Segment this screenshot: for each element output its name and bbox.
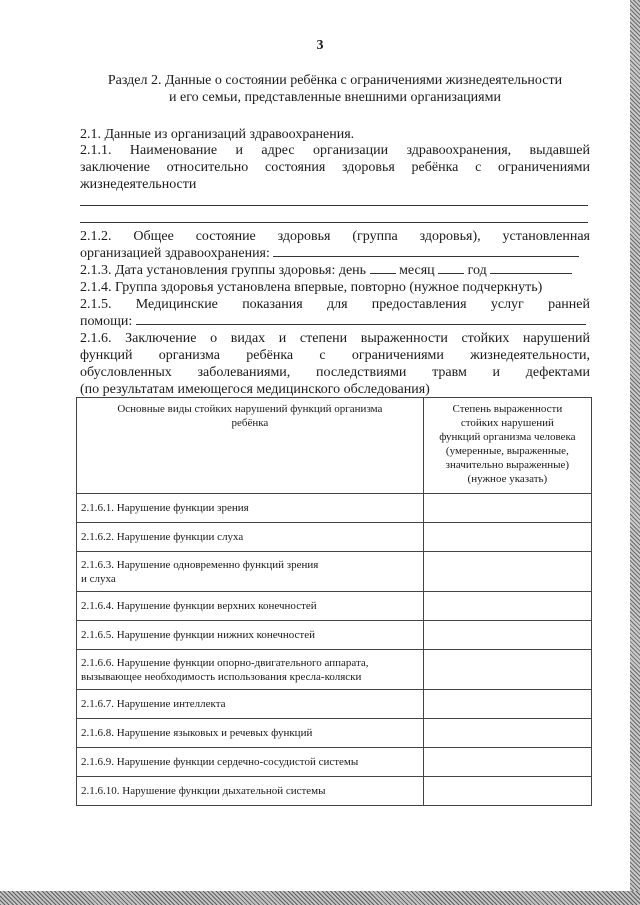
table-row xyxy=(77,650,592,690)
severity-cell[interactable] xyxy=(423,719,591,748)
table-row xyxy=(77,592,592,621)
severity-cell[interactable] xyxy=(423,690,591,719)
severity-cell[interactable] xyxy=(423,494,591,523)
date-label-month: месяц xyxy=(399,263,435,278)
header-col1-line-1: Основные виды стойких нарушений функций организма xyxy=(117,403,383,415)
item-2-1-4: 2.1.4. Группа здоровья установлена впервые, повторно (нужное подчеркнуть) xyxy=(80,280,543,295)
table-row xyxy=(77,748,592,777)
severity-cell[interactable] xyxy=(423,552,591,592)
row-label xyxy=(77,650,424,690)
row-label xyxy=(77,748,424,777)
row-label-line-1: 2.1.6.3. Нарушение одновременно функций зрения xyxy=(81,558,319,571)
date-label-year: год xyxy=(467,263,487,278)
page-number: 3 xyxy=(316,38,324,53)
section-title xyxy=(80,72,590,106)
scan-edge-right xyxy=(630,0,640,905)
day-field[interactable] xyxy=(370,262,396,274)
row-label xyxy=(77,690,424,719)
item-2-1-2-label: организацией здравоохранения: xyxy=(80,246,270,261)
table-row xyxy=(77,719,592,748)
health-group-field[interactable] xyxy=(273,245,579,257)
header-col2-line-3: функций организма человека xyxy=(439,431,576,443)
row-label xyxy=(77,552,424,592)
row-label-line-2: и слуха xyxy=(81,572,116,585)
impairment-table xyxy=(76,397,592,806)
month-field[interactable] xyxy=(438,262,464,274)
row-label-line-1: 2.1.6.9. Нарушение функции сердечно-сосудистой системы xyxy=(81,756,359,768)
header-col2-line-2: стойких нарушений xyxy=(460,417,554,429)
medical-indications-field[interactable] xyxy=(136,313,586,325)
row-label-line-1: 2.1.6.4. Нарушение функции верхних конечностей xyxy=(81,600,317,612)
header-col2-line-6: (нужное указать) xyxy=(467,473,548,485)
severity-cell[interactable] xyxy=(423,748,591,777)
table-row xyxy=(77,552,592,592)
item-2-1-1-line-1: 2.1.1. Наименование и адрес организации здравоохранения, выдавшей xyxy=(80,143,590,158)
fill-line-2-1-1-a[interactable] xyxy=(80,205,588,206)
section-title-line-1: Раздел 2. Данные о состоянии ребёнка с ограничениями жизнедеятельности xyxy=(107,73,563,88)
item-2-1-6-line-4: (по результатам имеющегося медицинского обследования) xyxy=(80,382,430,397)
row-label-line-1: 2.1.6.8. Нарушение языковых и речевых функций xyxy=(81,727,313,739)
header-col1-line-2: ребёнка xyxy=(231,417,269,429)
table-row xyxy=(77,523,592,552)
table-row xyxy=(77,777,592,806)
row-label-line-1: 2.1.6.10. Нарушение функции дыхательной системы xyxy=(81,785,326,797)
severity-cell[interactable] xyxy=(423,523,591,552)
row-label-line-1: 2.1.6.7. Нарушение интеллекта xyxy=(81,698,226,710)
year-field[interactable] xyxy=(490,262,572,274)
header-col2-line-5: значительно выраженные) xyxy=(445,459,570,471)
row-label xyxy=(77,777,424,806)
table-row xyxy=(77,621,592,650)
row-label-line-2: вызывающее необходимость использования кресла-коляски xyxy=(81,670,362,683)
row-label-line-1: 2.1.6.2. Нарушение функции слуха xyxy=(81,531,244,543)
severity-cell[interactable] xyxy=(423,592,591,621)
heading-2-1: 2.1. Данные из организаций здравоохранения. xyxy=(80,127,355,142)
item-2-1-6-line-3: обусловленных заболеваниями, последствиями травм и дефектами xyxy=(80,365,590,380)
item-2-1-6-line-1: 2.1.6. Заключение о видах и степени выраженности стойких нарушений xyxy=(80,331,590,346)
table-header-severity xyxy=(423,398,591,494)
severity-cell[interactable] xyxy=(423,621,591,650)
item-2-1-1-line-2: заключение относительно состояния здоровья ребёнка с ограничениями xyxy=(80,160,590,175)
table-row xyxy=(77,690,592,719)
row-label xyxy=(77,592,424,621)
fill-line-2-1-1-b[interactable] xyxy=(80,222,588,223)
severity-cell[interactable] xyxy=(423,650,591,690)
severity-cell[interactable] xyxy=(423,777,591,806)
header-col2-line-1: Степень выраженности xyxy=(452,403,563,415)
section-title-line-2: и его семьи, представленные внешними организациями xyxy=(169,90,501,105)
item-2-1-3 xyxy=(80,262,590,279)
row-label xyxy=(77,494,424,523)
row-label-line-1: 2.1.6.6. Нарушение функции опорно-двигательного аппарата, xyxy=(81,656,369,669)
row-label xyxy=(77,719,424,748)
item-2-1-5-line-1: 2.1.5. Медицинские показания для предоставления услуг ранней xyxy=(80,297,590,312)
row-label-line-1: 2.1.6.5. Нарушение функции нижних конечностей xyxy=(81,629,316,641)
row-label xyxy=(77,621,424,650)
item-2-1-5-label: помощи: xyxy=(80,314,133,329)
item-2-1-6-line-2: функций организма ребёнка с ограничениями жизнедеятельности, xyxy=(80,348,590,363)
table-header-row xyxy=(77,398,592,494)
table-row xyxy=(77,494,592,523)
table-header-impairment-types xyxy=(77,398,424,494)
scan-edge-bottom xyxy=(0,891,640,905)
header-col2-line-4: (умеренные, выраженные, xyxy=(445,445,569,457)
item-2-1-2-line-2 xyxy=(80,245,590,262)
item-2-1-2-line-1: 2.1.2. Общее состояние здоровья (группа здоровья), установленная xyxy=(80,229,590,244)
item-2-1-1-line-3: жизнедеятельности xyxy=(80,177,197,192)
row-label xyxy=(77,523,424,552)
row-label-line-1: 2.1.6.1. Нарушение функции зрения xyxy=(81,502,249,514)
date-label-day: 2.1.3. Дата установления группы здоровья: день xyxy=(80,263,367,278)
item-2-1-5-line-2 xyxy=(80,313,590,330)
